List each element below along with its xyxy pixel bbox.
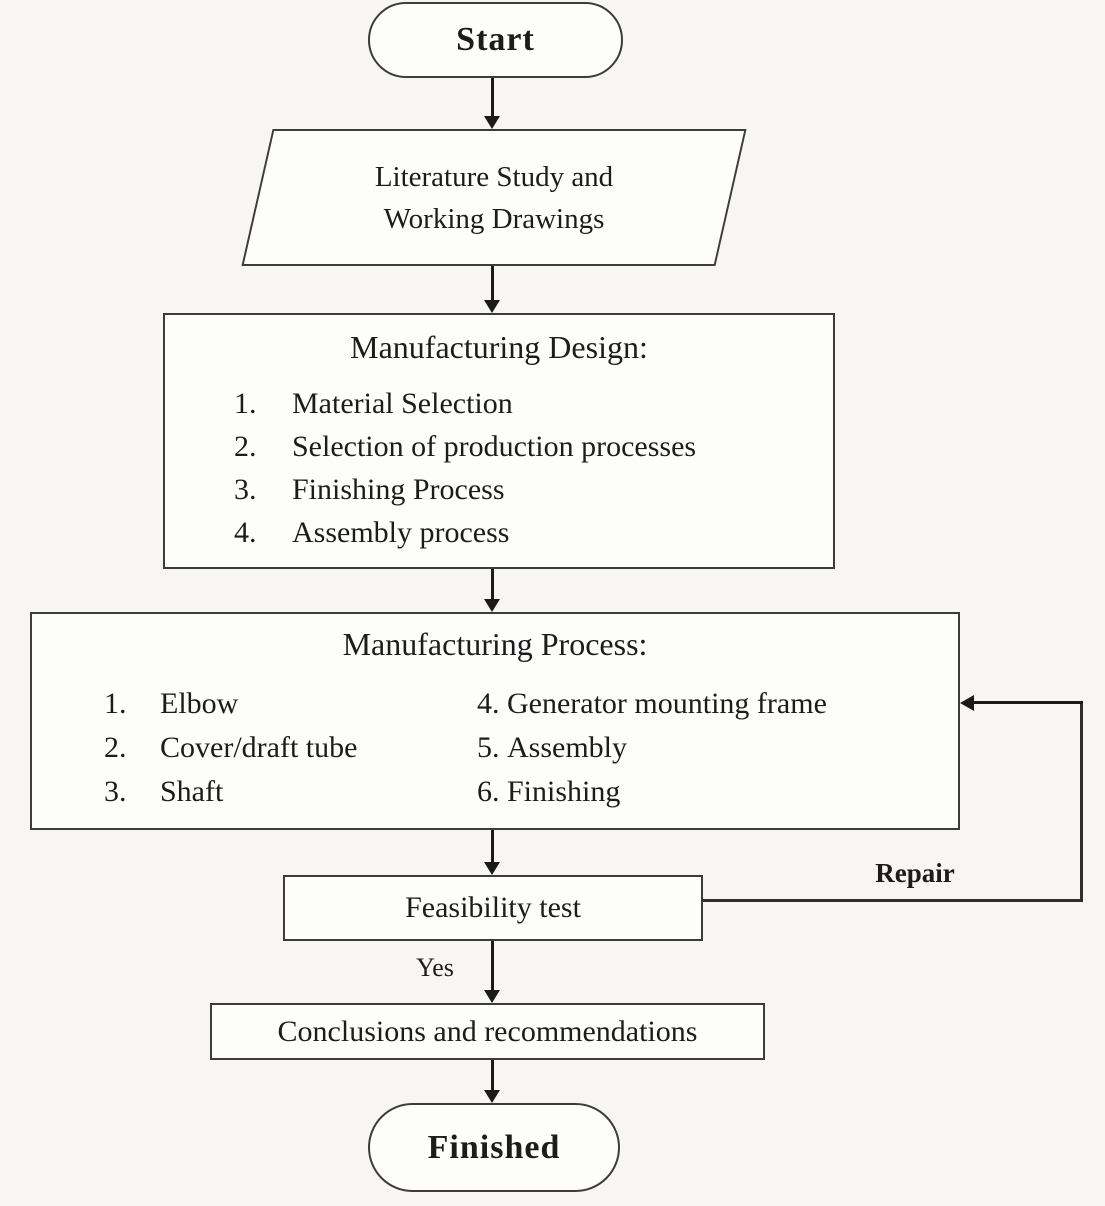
arrow-shaft xyxy=(491,830,494,862)
arrow-shaft xyxy=(491,941,494,990)
item-number: 3. xyxy=(104,775,127,808)
arrow-feasibility-to-conclusions xyxy=(484,941,500,1003)
conclusions-label: Conclusions and recommendations xyxy=(277,1014,698,1048)
item-text: Selection of production processes xyxy=(292,430,697,463)
item-text: Generator mounting frame xyxy=(507,687,827,720)
arrowhead-down-icon xyxy=(484,116,500,129)
node-conclusions xyxy=(210,1003,765,1060)
arrow-shaft xyxy=(491,78,494,116)
item-number: 2. xyxy=(234,430,257,463)
list-item xyxy=(477,726,827,770)
node-literature-study xyxy=(241,129,746,266)
item-text: Elbow xyxy=(160,687,239,720)
process-title: Manufacturing Process: xyxy=(342,626,648,662)
node-manufacturing-process xyxy=(30,612,960,830)
finished-label: Finished xyxy=(427,1128,561,1166)
item-number: 3. xyxy=(234,473,257,506)
repair-edge-label: Repair xyxy=(875,858,955,888)
item-number: 6. xyxy=(477,775,500,808)
item-text: Finishing xyxy=(507,775,621,808)
item-number: 2. xyxy=(104,731,127,764)
item-number: 4. xyxy=(234,516,257,549)
arrow-process-to-feasibility xyxy=(484,830,500,875)
node-feasibility-test xyxy=(283,875,703,941)
list-item xyxy=(104,770,357,814)
item-text: Finishing Process xyxy=(292,473,505,506)
arrowhead-down-icon xyxy=(484,300,500,313)
repair-line-right xyxy=(1080,701,1083,902)
feasibility-label: Feasibility test xyxy=(405,891,581,924)
repair-line-top xyxy=(974,701,1083,704)
repair-line-bottom xyxy=(703,899,1083,902)
item-text: Material Selection xyxy=(292,387,513,420)
arrowhead-down-icon xyxy=(484,1090,500,1103)
node-manufacturing-design xyxy=(163,313,835,569)
list-item xyxy=(477,682,827,726)
list-item xyxy=(104,682,357,726)
arrow-shaft xyxy=(491,1060,494,1090)
start-label: Start xyxy=(456,21,535,58)
yes-edge-label: Yes xyxy=(416,953,454,982)
list-item xyxy=(234,382,833,425)
node-finished xyxy=(368,1103,620,1192)
node-start xyxy=(368,2,623,78)
literature-label xyxy=(259,131,729,264)
item-text: Shaft xyxy=(160,775,224,808)
literature-line-1: Literature Study and xyxy=(374,160,614,193)
arrow-shaft xyxy=(491,569,494,599)
list-item xyxy=(477,770,827,814)
design-title: Manufacturing Design: xyxy=(350,329,648,365)
arrowhead-left-icon xyxy=(960,695,974,711)
arrowhead-down-icon xyxy=(484,862,500,875)
arrow-conclusions-to-finished xyxy=(484,1060,500,1103)
arrow-design-to-process xyxy=(484,569,500,612)
list-item xyxy=(234,511,833,554)
item-number: 1. xyxy=(234,387,257,420)
item-text: Cover/draft tube xyxy=(160,731,358,764)
item-number: 4. xyxy=(477,687,500,720)
arrow-literature-to-design xyxy=(484,266,500,313)
list-item xyxy=(234,468,833,511)
arrow-shaft xyxy=(491,266,494,300)
item-number: 5. xyxy=(477,731,500,764)
arrowhead-down-icon xyxy=(484,599,500,612)
arrow-start-to-literature xyxy=(484,78,500,129)
list-item xyxy=(104,726,357,770)
design-list xyxy=(165,382,833,554)
process-left-column xyxy=(104,682,357,814)
literature-line-2: Working Drawings xyxy=(383,202,605,235)
item-number: 1. xyxy=(104,687,127,720)
arrowhead-down-icon xyxy=(484,990,500,1003)
process-right-column xyxy=(477,682,827,814)
item-text: Assembly process xyxy=(292,516,510,549)
list-item xyxy=(234,425,833,468)
item-text: Assembly xyxy=(507,731,627,764)
